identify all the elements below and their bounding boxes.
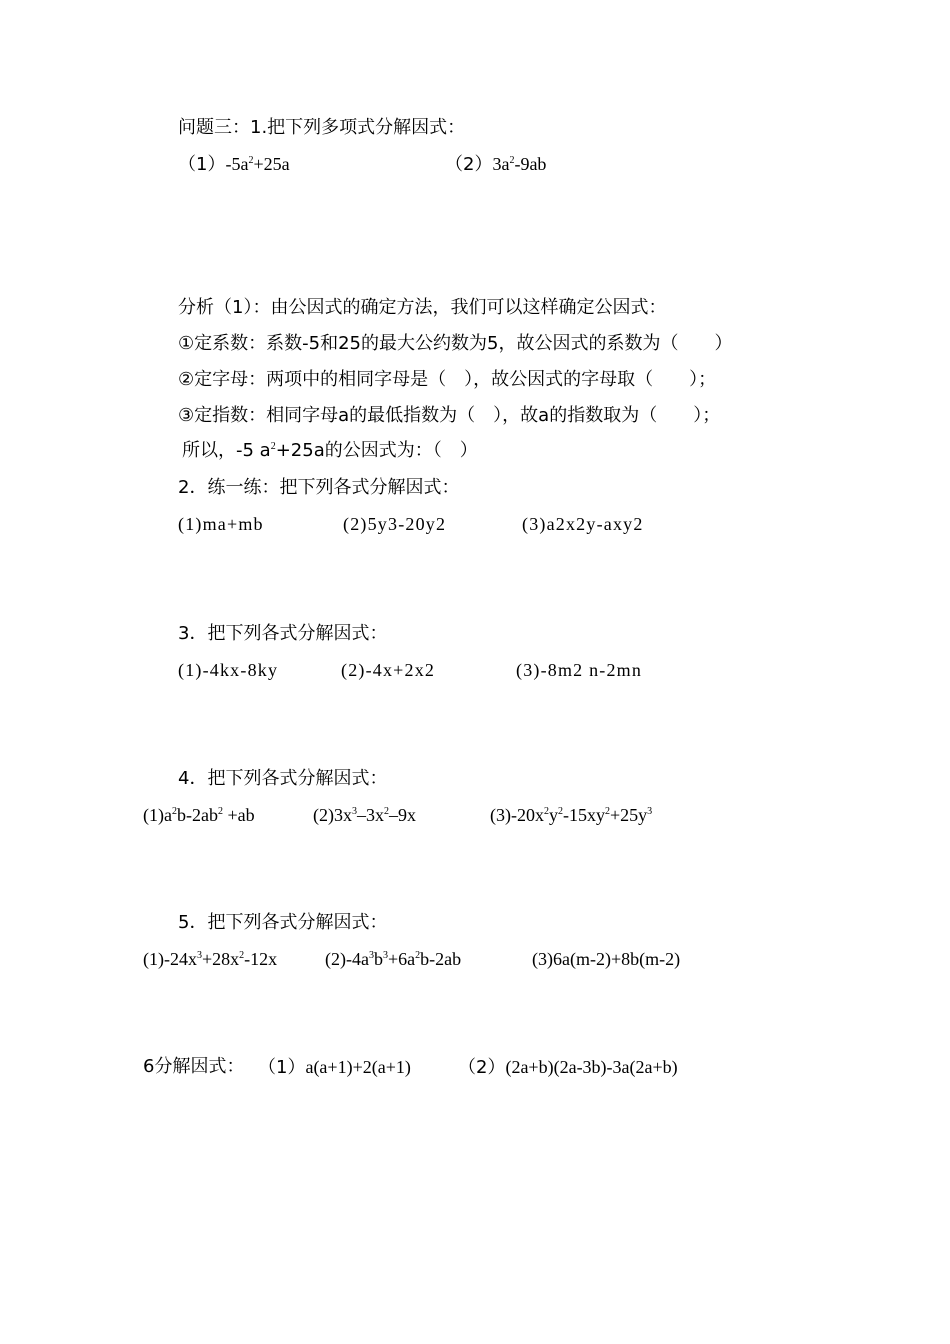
ex6-item-1 bbox=[258, 1055, 411, 1080]
expr-part: –3x bbox=[357, 805, 384, 825]
ex2-title: 2．练一练：把下列各式分解因式： bbox=[178, 477, 460, 498]
ex2-item-1: (1)ma+mb bbox=[178, 514, 264, 534]
expr-part: +25y bbox=[609, 805, 648, 825]
exponent: 2 bbox=[604, 806, 610, 817]
ex3-title: 3．把下列各式分解因式： bbox=[178, 623, 388, 644]
expr-part: -5a bbox=[225, 154, 249, 174]
ex4-item-3 bbox=[490, 803, 652, 827]
expr-part: +25a bbox=[253, 154, 290, 174]
analysis-step-3: ③定指数：相同字母a的最低指数为（ ），故a的指数取为（ ）； bbox=[178, 405, 721, 426]
expr-part: y bbox=[548, 805, 558, 825]
exponent: 3 bbox=[382, 950, 388, 961]
expr-part: +6a bbox=[387, 949, 416, 969]
exponent: 2 bbox=[557, 806, 563, 817]
ex5-item-1 bbox=[143, 947, 277, 971]
analysis-step-1: ①定系数：系数-5和25的最大公约数为5，故公因式的系数为（ ） bbox=[178, 333, 733, 354]
exponent: 2 bbox=[217, 806, 223, 817]
expr-part: –9x bbox=[389, 805, 416, 825]
expr-part: -9ab bbox=[514, 154, 547, 174]
ex5-item-2 bbox=[325, 947, 461, 971]
exponent: 3 bbox=[647, 806, 653, 817]
ex3-item-3: (3)-8m2 n-2mn bbox=[516, 660, 643, 680]
expr-part: b-2ab bbox=[176, 805, 218, 825]
ex2-item-3: (3)a2x2y-axy2 bbox=[522, 514, 644, 534]
exponent: 3 bbox=[352, 806, 357, 817]
ex4-item-1 bbox=[143, 803, 255, 827]
expr-part: +28x bbox=[201, 949, 240, 969]
problem-label: （1） bbox=[178, 154, 226, 175]
analysis-conclusion bbox=[182, 439, 478, 463]
ex6-item-2 bbox=[458, 1055, 678, 1080]
exponent: 2 bbox=[509, 155, 515, 166]
q3-problem-1 bbox=[178, 152, 290, 177]
problem-label: （1） bbox=[258, 1057, 306, 1078]
exponent: 3 bbox=[196, 950, 202, 961]
ex3-item-1: (1)-4kx-8ky bbox=[178, 660, 279, 680]
exponent: 2 bbox=[248, 155, 254, 166]
expr-part: 3a bbox=[492, 154, 510, 174]
expr-part: +ab bbox=[222, 805, 255, 825]
ex3-item-2: (2)-4x+2x2 bbox=[341, 660, 436, 680]
text-part: +25a的公因式为：（ ） bbox=[275, 440, 478, 461]
expr-part: (3)-20x bbox=[490, 805, 544, 825]
ex2-item-2: (2)5y3-20y2 bbox=[343, 514, 447, 534]
expr-part: b bbox=[373, 949, 383, 969]
exponent: 2 bbox=[171, 806, 177, 817]
expr-part: (2a+b)(2a-3b)-3a(2a+b) bbox=[505, 1057, 678, 1077]
problem-label: （2） bbox=[445, 154, 493, 175]
expr-part: (1)-24x bbox=[143, 949, 197, 969]
exponent: 3 bbox=[368, 950, 374, 961]
exponent: 2 bbox=[270, 441, 276, 452]
exponent: 2 bbox=[415, 950, 421, 961]
analysis-step-2: ②定字母：两项中的相同字母是（ ），故公因式的字母取（ ）； bbox=[178, 369, 717, 390]
expr-part: a(a+1)+2(a+1) bbox=[305, 1057, 411, 1077]
exponent: 2 bbox=[239, 950, 245, 961]
expr-part: -12x bbox=[244, 949, 278, 969]
ex4-item-2 bbox=[313, 803, 416, 827]
expr-part: (2)-4a bbox=[325, 949, 369, 969]
q3-problem-2 bbox=[445, 152, 546, 177]
ex6-title: 6分解因式： bbox=[143, 1056, 245, 1077]
exponent: 2 bbox=[543, 806, 549, 817]
problem-label: （2） bbox=[458, 1057, 506, 1078]
q3-title: 问题三：1.把下列多项式分解因式： bbox=[178, 117, 466, 138]
expr-part: (2)3x bbox=[313, 805, 352, 825]
ex5-item-3: (3)6a(m-2)+8b(m-2) bbox=[532, 949, 681, 969]
ex4-title: 4．把下列各式分解因式： bbox=[178, 768, 388, 789]
expr-part: (1)a bbox=[143, 805, 172, 825]
ex5-title: 5．把下列各式分解因式： bbox=[178, 912, 388, 933]
expr-part: -15xy bbox=[562, 805, 605, 825]
analysis-intro: 分析（1）：由公因式的确定方法，我们可以这样确定公因式： bbox=[178, 297, 667, 318]
text-part: 所以，-5 a bbox=[182, 440, 271, 461]
exponent: 2 bbox=[384, 806, 389, 817]
expr-part: b-2ab bbox=[420, 949, 462, 969]
